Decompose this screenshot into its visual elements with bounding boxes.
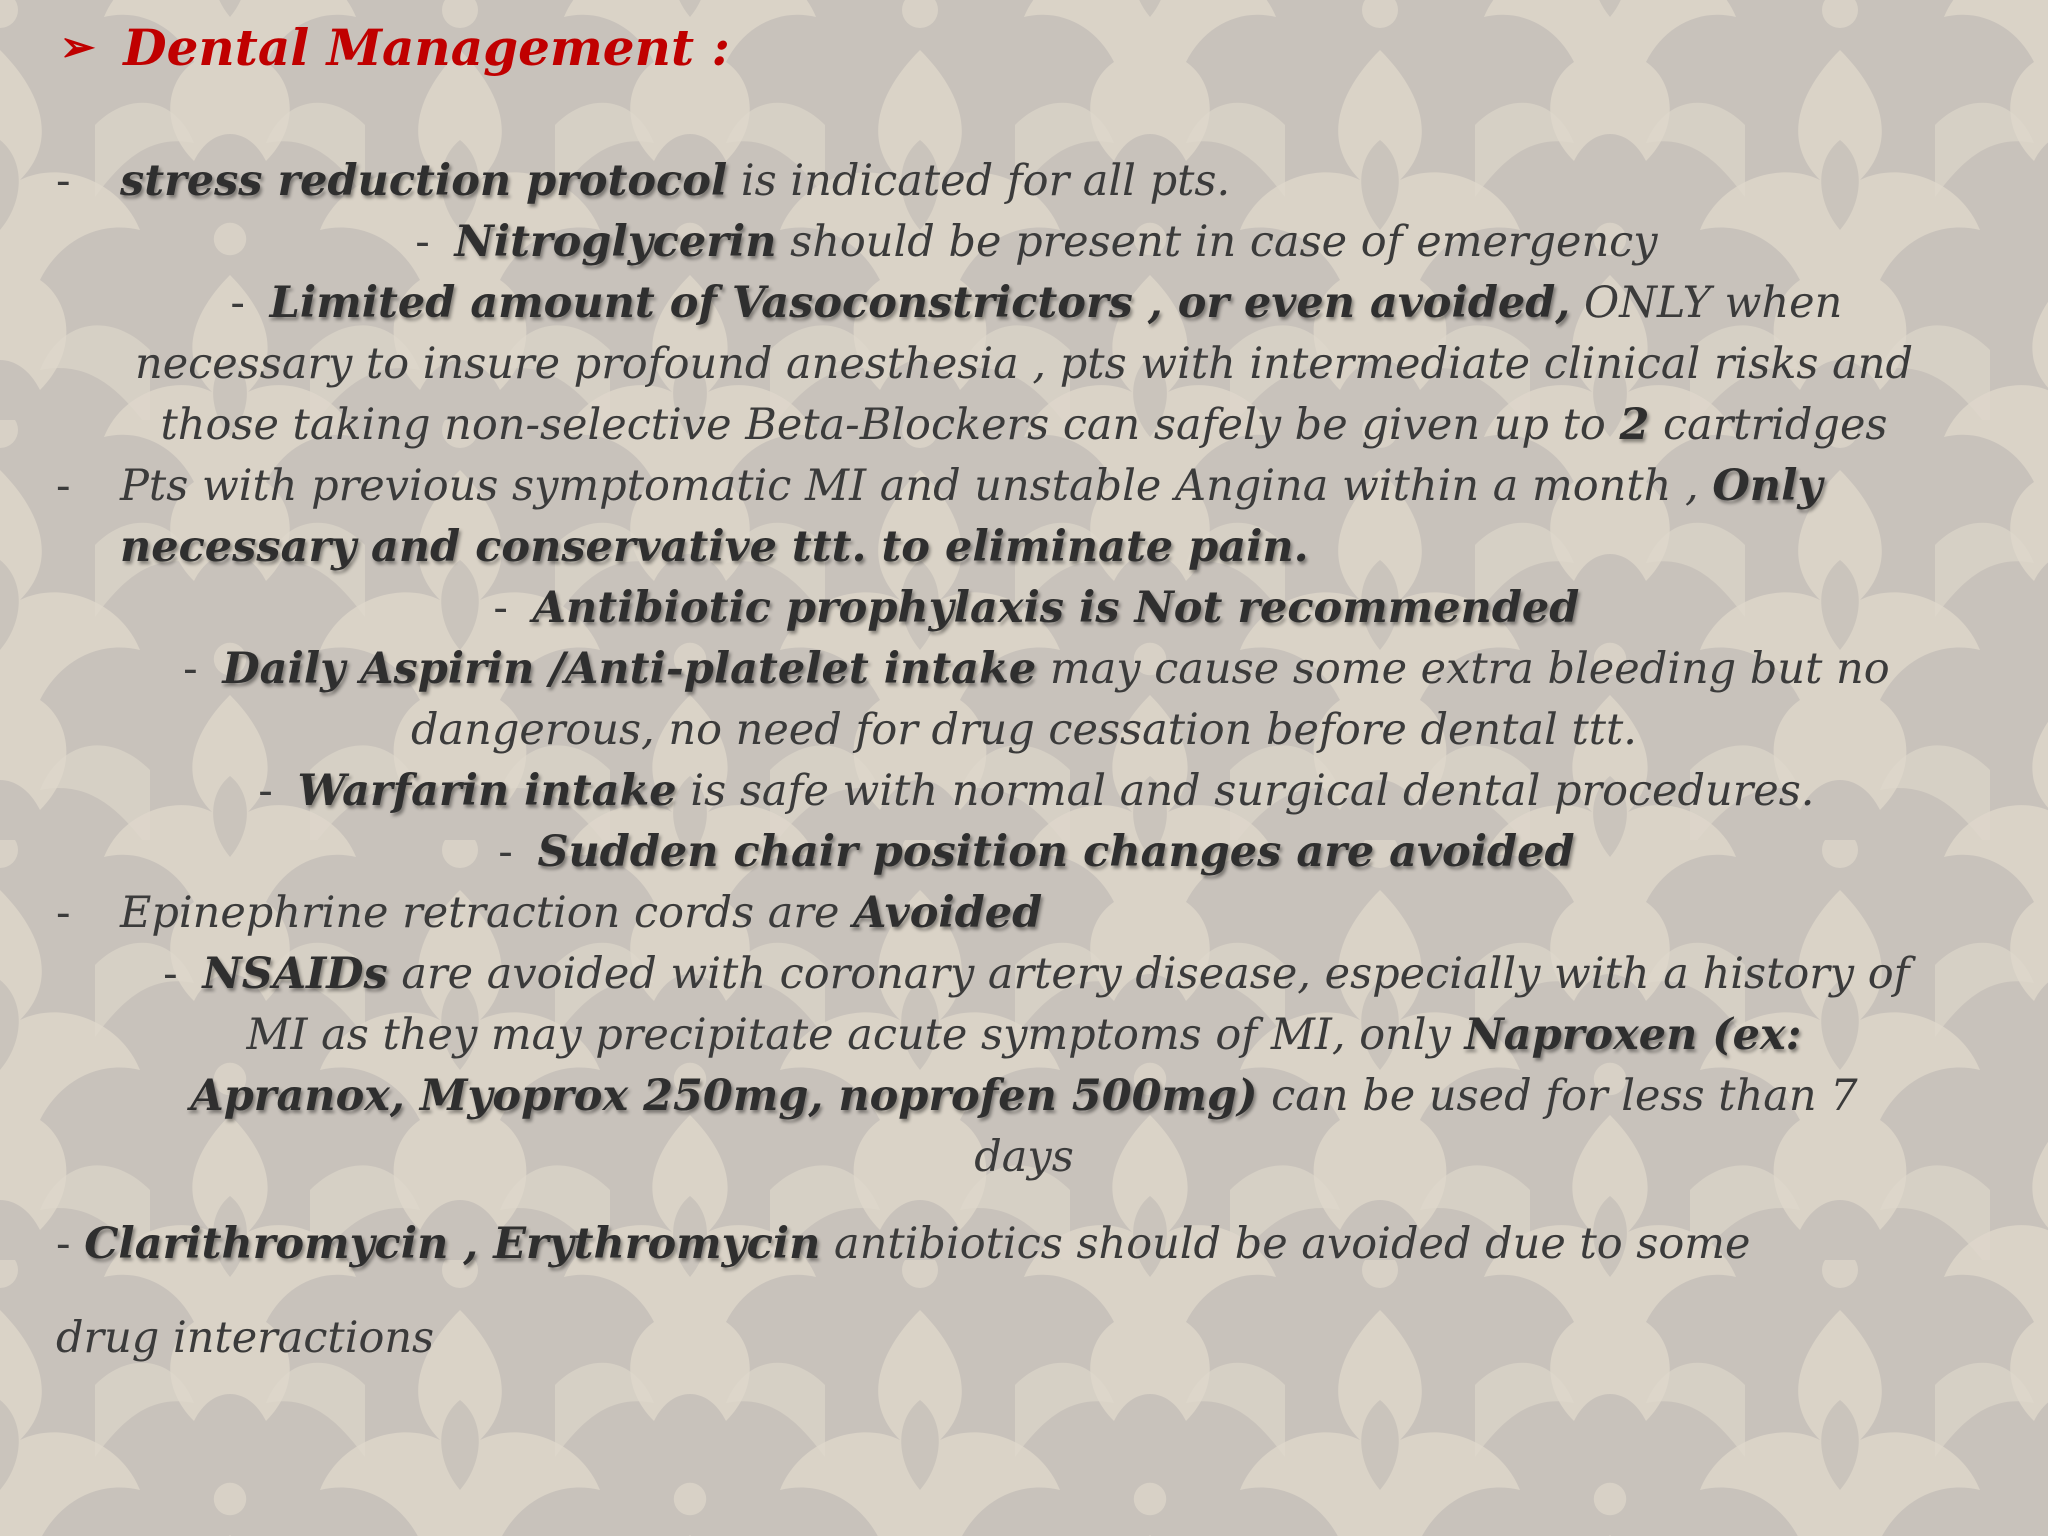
bullet-bold-text: Apranox, Myoprox 250mg, noprofen 500mg) — [190, 1071, 1258, 1121]
bullet-bold-text: Limited amount of Vasoconstrictors , or even avoided, — [269, 278, 1571, 328]
bullet-bold-text: 2 — [1619, 400, 1650, 450]
bullet-text: may cause some extra bleeding but no — [1036, 644, 1890, 694]
bullet-vasoconstrictors — [0, 274, 2048, 332]
bullet-nsaids-cont-3 — [0, 1128, 2048, 1186]
bullet-bold-text: Sudden chair position changes are avoided — [537, 827, 1575, 877]
bullet-dash: - — [56, 461, 71, 511]
bullet-nsaids-cont-2 — [0, 1067, 2048, 1125]
bullet-text: drug interactions — [56, 1313, 435, 1363]
slide-title-text: Dental Management : — [123, 18, 730, 77]
bullet-bold-text: Clarithromycin , Erythromycin — [84, 1219, 821, 1269]
bullet-aspirin-cont — [0, 701, 2048, 759]
bullet-aspirin — [0, 640, 2048, 698]
bullet-dash: - — [56, 1219, 85, 1269]
bullet-dash: - — [415, 217, 430, 267]
bullet-vasoconstrictors-cont-1 — [0, 335, 2048, 393]
bullet-text: MI as they may precipitate acute symptoms of MI, only — [246, 1010, 1465, 1060]
bullet-previous-mi-cont — [120, 518, 1309, 576]
bullet-dash: - — [56, 156, 71, 206]
bullet-dash: - — [258, 766, 273, 816]
bullet-bold-text: NSAIDs — [202, 949, 388, 999]
bullet-stress-reduction — [56, 152, 1230, 210]
bullet-text: Epinephrine retraction cords are — [120, 888, 854, 938]
bullet-bold-text: Warfarin intake — [297, 766, 677, 816]
bullet-bold-text: Only — [1712, 461, 1823, 511]
bullet-text: should be present in case of emergency — [776, 217, 1658, 267]
bullet-text: is safe with normal and surgical dental procedures. — [676, 766, 1815, 816]
bullet-text: antibiotics should be avoided due to some — [820, 1219, 1751, 1269]
bullet-text: ONLY when — [1570, 278, 1843, 328]
bullet-text: dangerous, no need for drug cessation before dental ttt. — [411, 705, 1637, 755]
bullet-text: Pts with previous symptomatic MI and unstable Angina within a month , — [120, 461, 1713, 511]
bullet-bold-text: Daily Aspirin /Anti-platelet intake — [222, 644, 1037, 694]
bullet-dash: - — [56, 888, 71, 938]
bullet-text: can be used for less than 7 — [1257, 1071, 1858, 1121]
bullet-dash: - — [230, 278, 245, 328]
bullet-bold-text: necessary and conservative ttt. to eliminate pain. — [120, 522, 1309, 572]
bullet-text: cartridges — [1649, 400, 1888, 450]
bullet-vasoconstrictors-cont-2 — [0, 396, 2048, 454]
bullet-text: those taking non-selective Beta-Blockers can safely be given up to — [160, 400, 1620, 450]
bullet-dash: - — [493, 583, 508, 633]
bullet-text: days — [974, 1132, 1074, 1182]
bullet-macrolides — [56, 1215, 1750, 1273]
bullet-bold-text: Avoided — [853, 888, 1043, 938]
bullet-dash: - — [498, 827, 513, 877]
bullet-dash: - — [163, 949, 178, 999]
bullet-nitroglycerin — [0, 213, 2048, 271]
bullet-previous-mi — [56, 457, 1822, 515]
bullet-nsaids — [0, 945, 2048, 1003]
bullet-chair-position — [0, 823, 2048, 881]
bullet-bold-text: stress reduction protocol — [120, 156, 728, 206]
bullet-antibiotic-prophylaxis — [0, 579, 2048, 637]
bullet-bold-text: Antibiotic prophylaxis is Not recommended — [532, 583, 1580, 633]
bullet-nsaids-cont-1 — [0, 1006, 2048, 1064]
bullet-text: necessary to insure profound anesthesia , pts with intermediate clinical risks and — [135, 339, 1913, 389]
bullet-bold-text: Nitroglycerin — [454, 217, 777, 267]
arrow-bullet-icon: ➢ — [60, 22, 96, 71]
bullet-macrolides-cont — [56, 1309, 434, 1367]
bullet-bold-text: Naproxen (ex: — [1464, 1010, 1802, 1060]
slide-title — [60, 18, 730, 77]
bullet-dash: - — [183, 644, 198, 694]
bullet-retraction-cords — [56, 884, 1042, 942]
bullet-text: is indicated for all pts. — [727, 156, 1231, 206]
bullet-warfarin — [0, 762, 2048, 820]
bullet-text: are avoided with coronary artery disease, especially with a history of — [387, 949, 1910, 999]
